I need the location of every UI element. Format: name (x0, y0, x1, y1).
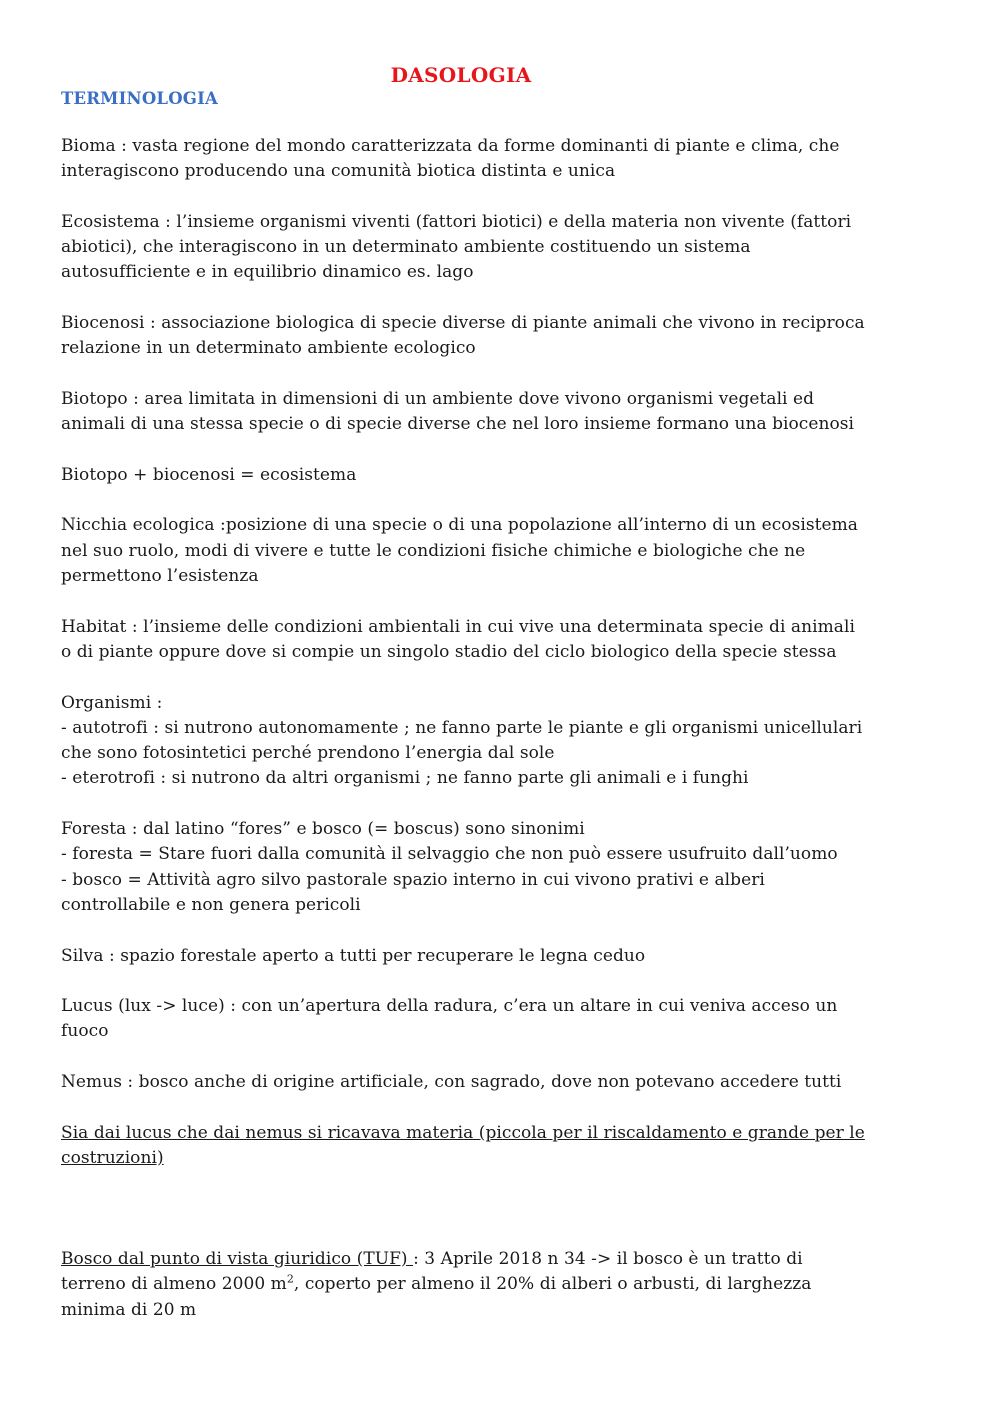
text-line: controllabile e non genera pericoli (61, 894, 361, 915)
text-line: Nemus : bosco anche di origine artificiale, con sagrado, dove non potevano accedere tutti (61, 1071, 842, 1092)
text-line: - foresta = Stare fuori dalla comunità il selvaggio che non può essere usufruito dall’uomo (61, 844, 838, 865)
text-line: interagiscono producendo una comunità biotica distinta e unica (61, 161, 616, 182)
entry-silva (61, 944, 941, 969)
entry-bioma (61, 134, 941, 185)
text-line: relazione in un determinato ambiente ecologico (61, 338, 476, 359)
text-line: - eterotrofi : si nutrono da altri organismi ; ne fanno parte gli animali e i funghi (61, 768, 749, 789)
document-page (61, 62, 941, 1323)
text-line: Nicchia ecologica :posizione di una specie o di una popolazione all’interno di un ecosistema (61, 515, 858, 536)
entry-bosco-giuridico (61, 1247, 941, 1323)
text-line: Lucus (lux -> luce) : con un’apertura della radura, c’era un altare in cui veniva acceso un (61, 996, 838, 1017)
text-line: Organismi : (61, 692, 163, 713)
text-line: - autotrofi : si nutrono autonomamente ; ne fanno parte le piante e gli organismi unicellulari (61, 717, 863, 738)
text-line: abiotici), che interagiscono in un determinato ambiente costituendo un sistema (61, 237, 751, 258)
text-fragment: , coperto per almeno il 20% di alberi o arbusti, di larghezza (293, 1274, 812, 1295)
text-line: Biotopo + biocenosi = ecosistema (61, 464, 357, 485)
text-line: Biocenosi : associazione biologica di specie diverse di piante animali che vivono in reciproca (61, 313, 865, 334)
entry-nemus (61, 1070, 941, 1095)
entry-biocenosi (61, 311, 941, 362)
text-line: Sia dai lucus che dai nemus si ricavava materia (piccola per il riscaldamento e grande per le (61, 1122, 865, 1143)
text-line: Silva : spazio forestale aperto a tutti per recuperare le legna ceduo (61, 945, 646, 966)
text-line: costruzioni) (61, 1147, 164, 1168)
text-line: fuoco (61, 1021, 109, 1042)
text-line: permettono l’esistenza (61, 566, 259, 587)
section-heading: TERMINOLOGIA (61, 89, 218, 108)
text-line: Ecosistema : l’insieme organismi viventi (fattori biotici) e della materia non vivente (fattori (61, 211, 852, 232)
text-fragment: terreno di almeno 2000 m (61, 1274, 287, 1295)
text-line: autosufficiente e in equilibrio dinamico es. lago (61, 262, 474, 283)
text-line: nel suo ruolo, modi di vivere e tutte le condizioni fisiche chimiche e biologiche che ne (61, 540, 806, 561)
entry-lucus (61, 994, 941, 1045)
entry-nicchia (61, 513, 941, 589)
text-line: Habitat : l’insieme delle condizioni ambientali in cui vive una determinata specie di animali (61, 616, 855, 637)
superscript: 2 (286, 1272, 294, 1286)
text-line: o di piante oppure dove si compie un singolo stadio del ciclo biologico della specie stessa (61, 641, 837, 662)
legal-definition-label: Bosco dal punto di vista giuridico (TUF) (61, 1249, 414, 1270)
text-line: Foresta : dal latino “fores” e bosco (= boscus) sono sinonimi (61, 819, 585, 840)
entry-equation (61, 463, 941, 488)
text-line: minima di 20 m (61, 1299, 197, 1320)
text-line: - bosco = Attività agro silvo pastorale spazio interno in cui vivono prativi e alberi (61, 869, 765, 890)
entry-biotopo (61, 387, 941, 438)
text-line: Biotopo : area limitata in dimensioni di un ambiente dove vivono organismi vegetali ed (61, 388, 815, 409)
entry-habitat (61, 615, 941, 666)
text-line (61, 1247, 941, 1272)
text-line: Bioma : vasta regione del mondo caratterizzata da forme dominanti di piante e clima, che (61, 136, 840, 156)
text-line (61, 1272, 941, 1297)
text-line: animali di una stessa specie o di specie diverse che nel loro insieme formano una biocenosi (61, 414, 855, 435)
entry-organismi (61, 691, 941, 792)
document-title: DASOLOGIA (390, 63, 532, 87)
legal-definition-text: : 3 Aprile 2018 n 34 -> il bosco è un tratto di (413, 1249, 803, 1270)
entry-ecosistema (61, 210, 941, 286)
entry-foresta (61, 817, 941, 918)
text-line: che sono fotosintetici perché prendono l’energia dal sole (61, 743, 555, 764)
underlined-note (61, 1121, 941, 1172)
